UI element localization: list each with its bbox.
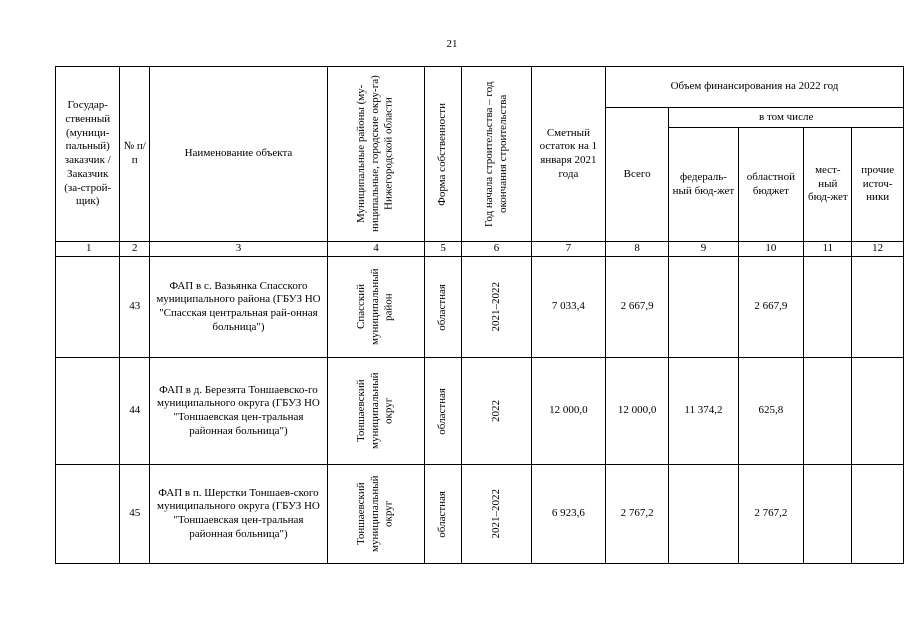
header-ownership: Форма собственности (436, 102, 449, 206)
row-regional: 625,8 (738, 358, 804, 465)
column-number: 11 (804, 242, 852, 257)
row-district-cell (327, 358, 424, 465)
table-row (56, 465, 904, 564)
row-district-cell (327, 465, 424, 564)
row-federal (669, 257, 738, 358)
row-other (852, 465, 904, 564)
column-number: 8 (605, 242, 668, 257)
row-object-name: ФАП в д. Березята Тоншаевско-го муниципального округа (ГБУЗ НО "Тоншаевская цен-тральная районная больница") (150, 358, 328, 465)
row-district: Тоншаевский муниципальный округ (355, 372, 395, 450)
row-years-cell (462, 358, 532, 465)
header-row-1 (56, 67, 904, 108)
row-customer (56, 257, 120, 358)
header-ownership-cell (425, 67, 462, 242)
row-years: 2022 (489, 400, 502, 422)
header-districts: Муниципальные районы (му-ниципальные, городские окру-га) Нижегородской области (355, 75, 395, 233)
row-ownership: областная (436, 283, 449, 331)
column-number: 6 (462, 242, 532, 257)
row-years: 2021–2022 (489, 489, 502, 539)
row-local (804, 257, 852, 358)
row-ownership: областная (436, 490, 449, 538)
row-customer (56, 465, 120, 564)
column-number: 12 (852, 242, 904, 257)
row-ownership-cell (425, 358, 462, 465)
table-row (56, 358, 904, 465)
column-number: 10 (738, 242, 804, 257)
column-number: 9 (669, 242, 738, 257)
row-federal: 11 374,2 (669, 358, 738, 465)
column-number: 5 (425, 242, 462, 257)
row-total: 2 767,2 (605, 465, 668, 564)
row-total: 2 667,9 (605, 257, 668, 358)
row-number: 45 (120, 465, 150, 564)
row-object-name: ФАП в п. Шерстки Тоншаев-ского муниципального округа (ГБУЗ НО "Тоншаевская цен-тральная районная больница") (150, 465, 328, 564)
column-number: 1 (56, 242, 120, 257)
row-regional: 2 667,9 (738, 257, 804, 358)
row-ownership-cell (425, 465, 462, 564)
header-customer: Государ-ственный (муници-пальный) заказчик / Заказчик (за-строй-щик) (56, 67, 120, 242)
header-years: Год начала строительства – год окончания строительства (482, 81, 509, 227)
row-local (804, 465, 852, 564)
row-district: Спасский муниципальный район (355, 268, 395, 346)
row-object-name: ФАП в с. Вазьянка Спасского муниципального района (ГБУЗ НО "Спасская центральная рай-онная больница") (150, 257, 328, 358)
column-number: 2 (120, 242, 150, 257)
header-total: Всего (605, 108, 668, 242)
column-number: 4 (327, 242, 424, 257)
column-number: 7 (531, 242, 605, 257)
row-estimate: 7 033,4 (531, 257, 605, 358)
funding-table (55, 66, 904, 564)
row-estimate: 6 923,6 (531, 465, 605, 564)
table-row (56, 257, 904, 358)
row-other (852, 358, 904, 465)
row-total: 12 000,0 (605, 358, 668, 465)
header-including: в том числе (669, 108, 904, 128)
row-years-cell (462, 257, 532, 358)
row-federal (669, 465, 738, 564)
row-local (804, 358, 852, 465)
row-years: 2021–2022 (489, 282, 502, 332)
page-number: 21 (446, 38, 458, 50)
row-estimate: 12 000,0 (531, 358, 605, 465)
row-regional: 2 767,2 (738, 465, 804, 564)
header-object-name: Наименование объекта (150, 67, 328, 242)
row-ownership-cell (425, 257, 462, 358)
row-district-cell (327, 257, 424, 358)
header-funding: Объем финансирования на 2022 год (605, 67, 903, 108)
row-number: 43 (120, 257, 150, 358)
row-ownership: областная (436, 387, 449, 435)
header-estimate: Сметный остаток на 1 января 2021 года (531, 67, 605, 242)
header-federal: федераль-ный бюд-жет (669, 128, 738, 242)
header-local: мест-ный бюд-жет (804, 128, 852, 242)
column-number-row (56, 242, 904, 257)
header-districts-cell (327, 67, 424, 242)
row-customer (56, 358, 120, 465)
row-number: 44 (120, 358, 150, 465)
row-years-cell (462, 465, 532, 564)
header-years-cell (462, 67, 532, 242)
header-other: прочие источ-ники (852, 128, 904, 242)
row-other (852, 257, 904, 358)
column-number: 3 (150, 242, 328, 257)
row-district: Тоншаевский муниципальный округ (355, 475, 395, 553)
header-number: № п/п (120, 67, 150, 242)
header-regional: областной бюджет (738, 128, 804, 242)
